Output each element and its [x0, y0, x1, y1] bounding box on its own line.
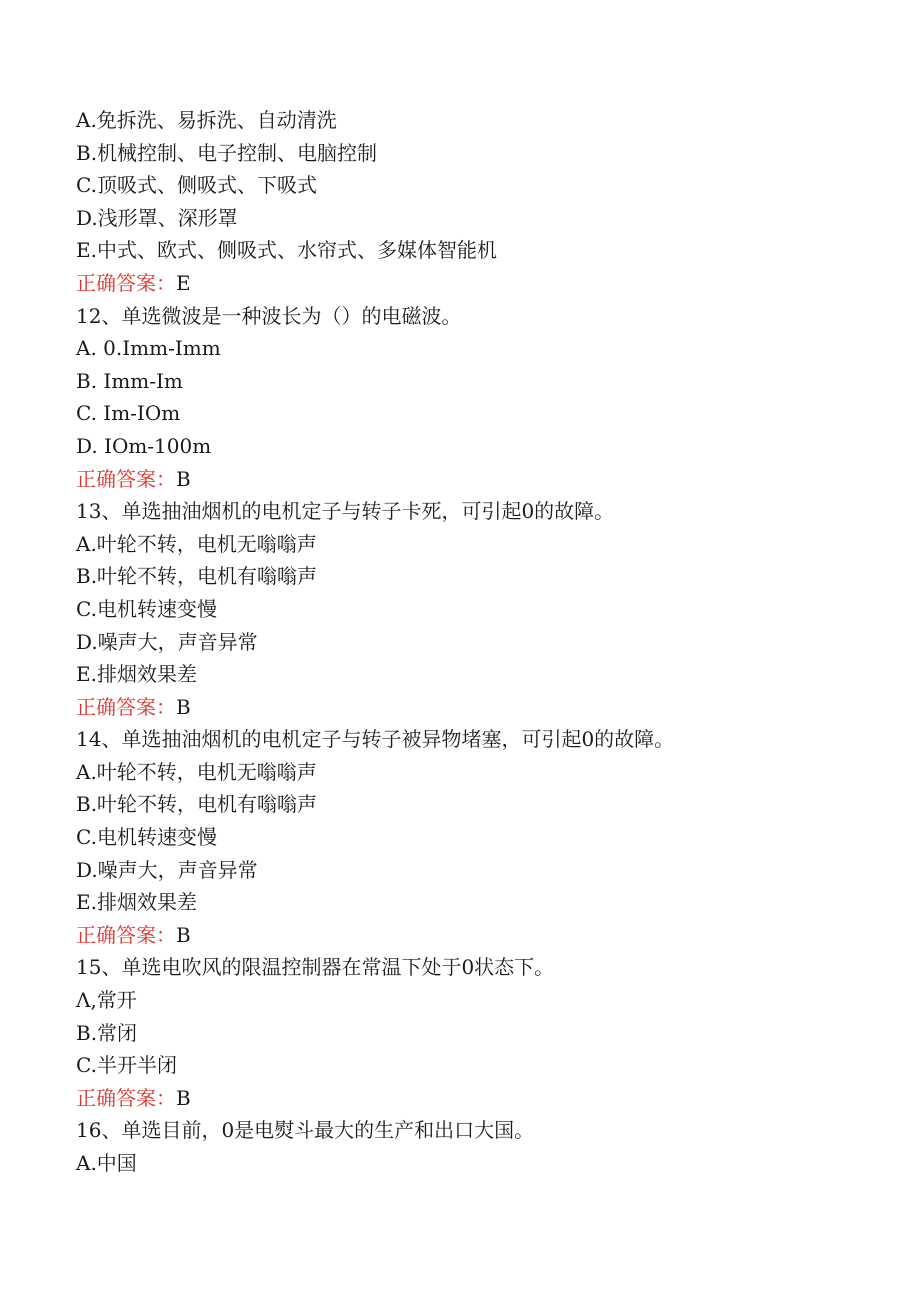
- option-line: C.电机转速变慢: [76, 596, 217, 621]
- answer-label: 正确答案：: [76, 466, 176, 491]
- option-line: A. 0.Imm-Imm: [76, 336, 221, 361]
- option-line: Λ,常开: [76, 988, 137, 1013]
- answer-value: B: [176, 694, 191, 719]
- option-line: D.噪声大，声音异常: [76, 857, 258, 882]
- answer-value: E: [176, 270, 191, 295]
- option-line: E.排烟效果差: [76, 890, 197, 915]
- answer-line: [76, 691, 856, 724]
- option-line: E.排烟效果差: [76, 662, 197, 687]
- option-line: C. Im-IOm: [76, 401, 181, 426]
- question-line: 15、单选电吹风的限温控制器在常温下处于0状态下。: [76, 955, 555, 980]
- question-line: 13、单选抽油烟机的电机定子与转子卡死，可引起0的故障。: [76, 499, 615, 524]
- answer-line: [76, 463, 856, 496]
- answer-line: [76, 919, 856, 952]
- option-line: B.叶轮不转，电机有嗡嗡声: [76, 792, 318, 817]
- option-line: B.叶轮不转，电机有嗡嗡声: [76, 564, 318, 589]
- option-line: A.叶轮不转，电机无嗡嗡声: [76, 759, 317, 784]
- option-line: B.常闭: [76, 1020, 138, 1045]
- document-page: [76, 104, 856, 1180]
- option-line: B. Imm-Im: [76, 368, 183, 393]
- question-line: 12、单选微波是一种波长为（）的电磁波。: [76, 303, 462, 328]
- answer-value: B: [176, 1085, 191, 1110]
- option-line: B.机械控制、电子控制、电脑控制: [76, 140, 378, 165]
- option-line: C.半开半闭: [76, 1053, 177, 1078]
- option-line: D.浅形罩、深形罩: [76, 205, 238, 230]
- option-line: C.顶吸式、侧吸式、下吸式: [76, 173, 317, 198]
- option-line: A.叶轮不转，电机无嗡嗡声: [76, 531, 317, 556]
- answer-label: 正确答案：: [76, 270, 176, 295]
- answer-label: 正确答案：: [76, 1085, 176, 1110]
- answer-line: [76, 267, 856, 300]
- answer-line: [76, 1082, 856, 1115]
- option-line: E.中式、欧式、侧吸式、水帘式、多媒体智能机: [76, 238, 497, 263]
- option-line: C.电机转速变慢: [76, 825, 217, 850]
- answer-value: B: [176, 466, 191, 491]
- answer-label: 正确答案：: [76, 922, 176, 947]
- question-line: 16、单选目前，0是电熨斗最大的生产和出口大国。: [76, 1118, 535, 1143]
- answer-label: 正确答案：: [76, 694, 176, 719]
- question-line: 14、单选抽油烟机的电机定子与转子被异物堵塞，可引起0的故障。: [76, 727, 675, 752]
- option-line: D.噪声大，声音异常: [76, 629, 258, 654]
- option-line: A.中国: [76, 1151, 137, 1175]
- option-line: A.免拆洗、易拆洗、自动清洗: [76, 108, 337, 132]
- answer-value: B: [176, 922, 191, 947]
- option-line: D. IOm-100m: [76, 433, 212, 458]
